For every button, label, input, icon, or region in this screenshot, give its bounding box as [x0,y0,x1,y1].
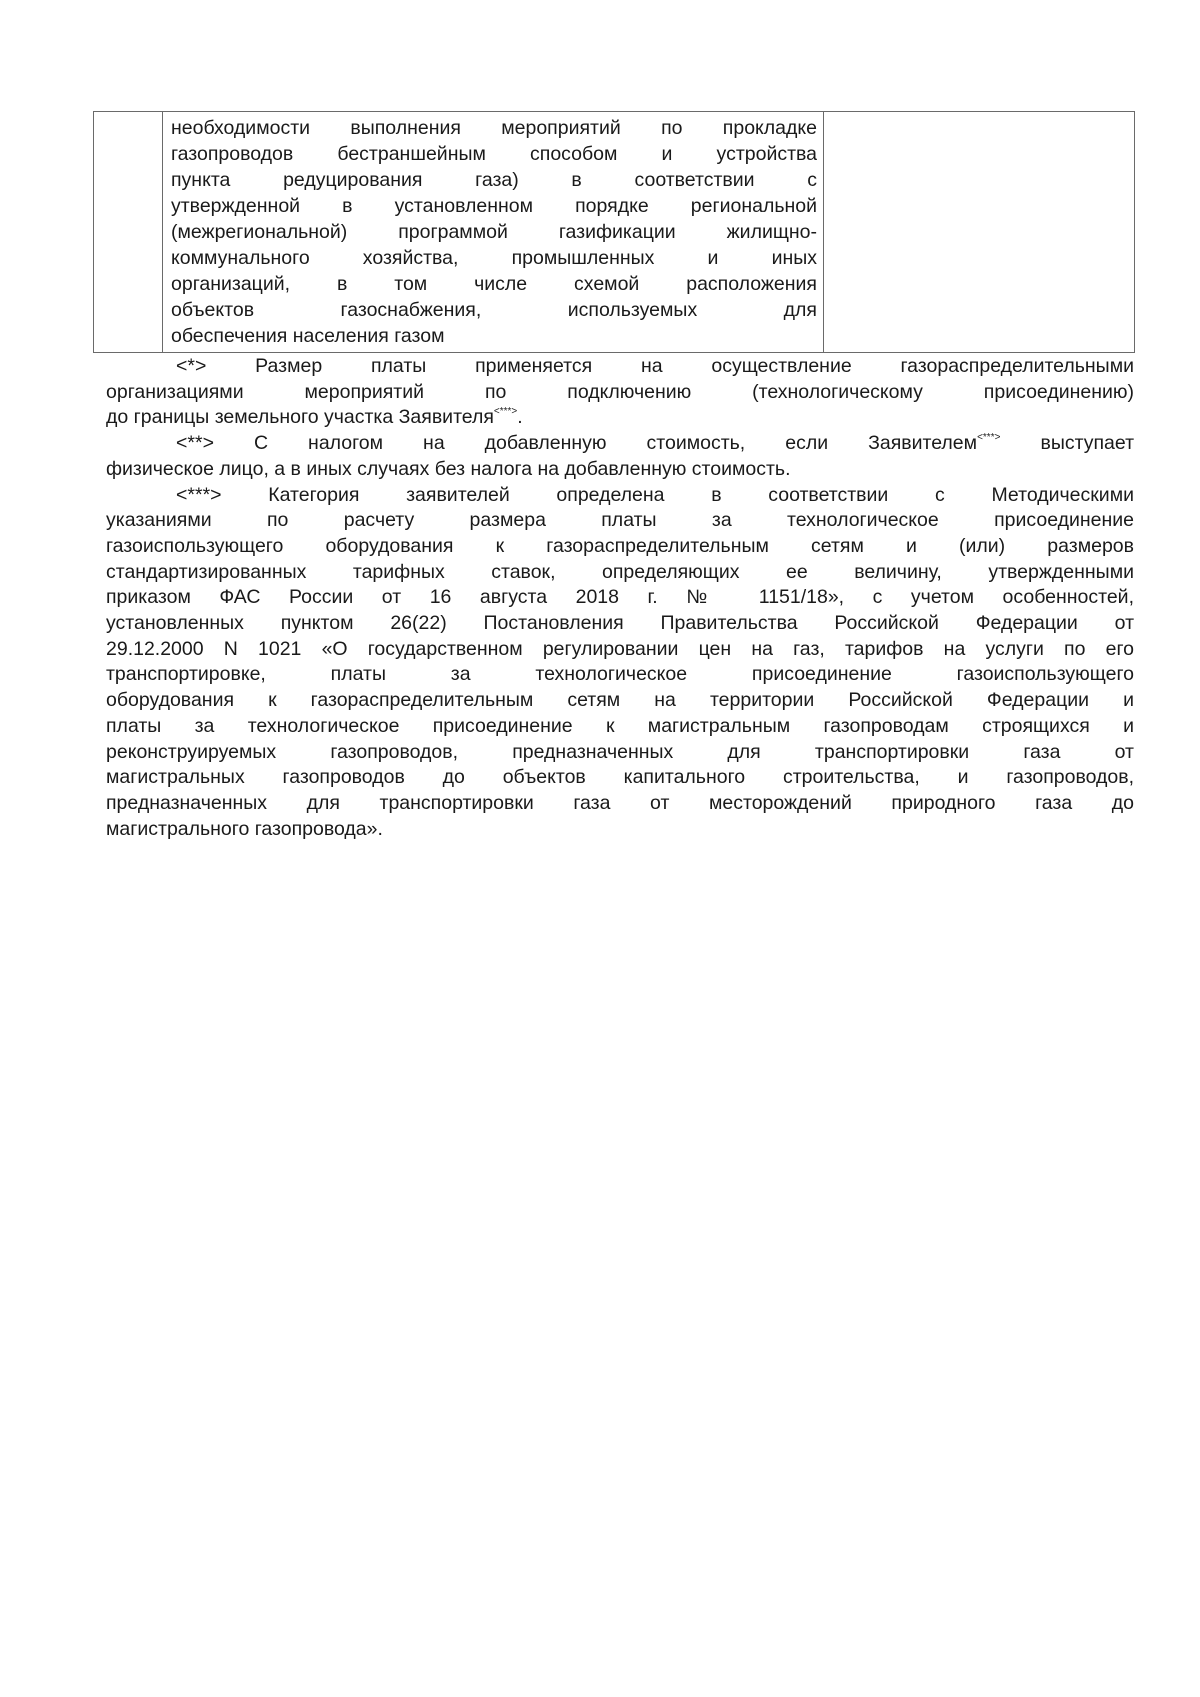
tariff-table-continuation [93,111,1135,353]
description-line: (межрегиональной) программой газификации жилищно- [171,221,817,243]
description-line: организаций, в том числе схемой расположения [171,273,817,295]
footnote-3-line: приказом ФАС России от 16 августа 2018 г. № 1151/18», с учетом особенностей, [106,586,1134,609]
table-row [94,112,1135,353]
row-description-cell [163,112,824,353]
footnote-marker: <***> [176,483,222,506]
description-line: утвержденной в установленном порядке региональной [171,195,817,217]
row-number-cell [94,112,163,353]
footnote-3-line: транспортировке, платы за технологическое присоединение газоиспользующего [106,663,1134,686]
footnotes [106,354,1134,842]
footnote-reference: <***> [493,406,518,418]
footnote-3-line: магистрального газопровода». [106,817,383,840]
footnote-3-line: газоиспользующего оборудования к газораспределительным сетям и (или) размеров [106,534,1134,557]
footnote-reference: <***> [977,432,1001,444]
footnote-3-line: платы за технологическое присоединение к магистральным газопроводам строящихся и [106,714,1134,737]
description-line: газопроводов бестраншейным способом и устройства [171,143,817,165]
footnote-3-line: предназначенных для транспортировки газа от месторождений природного газа до [106,791,1134,814]
footnote-1-line: до границы земельного участка Заявителя<***>. [106,406,523,429]
description-line: коммунального хозяйства, промышленных и иных [171,247,817,269]
footnote-3-line: 29.12.2000 N 1021 «О государственном регулировании цен на газ, тарифов на услуги по его [106,637,1134,660]
footnote-3-line: оборудования к газораспределительным сетям на территории Российской Федерации и [106,689,1134,712]
footnote-3-line: магистральных газопроводов до объектов капитального строительства, и газопроводов, [106,766,1134,789]
description-line: необходимости выполнения мероприятий по прокладке [171,117,817,139]
description-line: обеспечения населения газом [171,325,445,347]
footnote-1-line: организациями мероприятий по подключению (технологическому присоединению) [106,380,1134,403]
footnote-3-line: стандартизированных тарифных ставок, определяющих ее величину, утвержденными [106,560,1134,583]
row-value-cell [824,112,1135,353]
footnote-marker: <*> [176,355,207,377]
footnote-marker: <**> [176,432,214,455]
footnote-3-line: реконструируемых газопроводов, предназначенных для транспортировки газа от [106,740,1134,763]
footnote-3-line: <***> Категория заявителей определена в соответствии с Методическими [176,483,1134,506]
description-line: объектов газоснабжения, используемых для [171,299,817,321]
footnote-3-line: установленных пунктом 26(22) Постановления Правительства Российской Федерации от [106,612,1134,635]
footnote-2-line: <**> С налогом на добавленную стоимость, если Заявителем<***> выступает [176,432,1134,455]
description-line: пункта редуцирования газа) в соответствии с [171,169,817,191]
footnote-3-line: указаниями по расчету размера платы за технологическое присоединение [106,509,1134,532]
footnote-1-line: <*> Размер платы применяется на осуществление газораспределительными [176,355,1134,377]
footnote-2-line: физическое лицо, а в иных случаях без налога на добавленную стоимость. [106,457,791,480]
